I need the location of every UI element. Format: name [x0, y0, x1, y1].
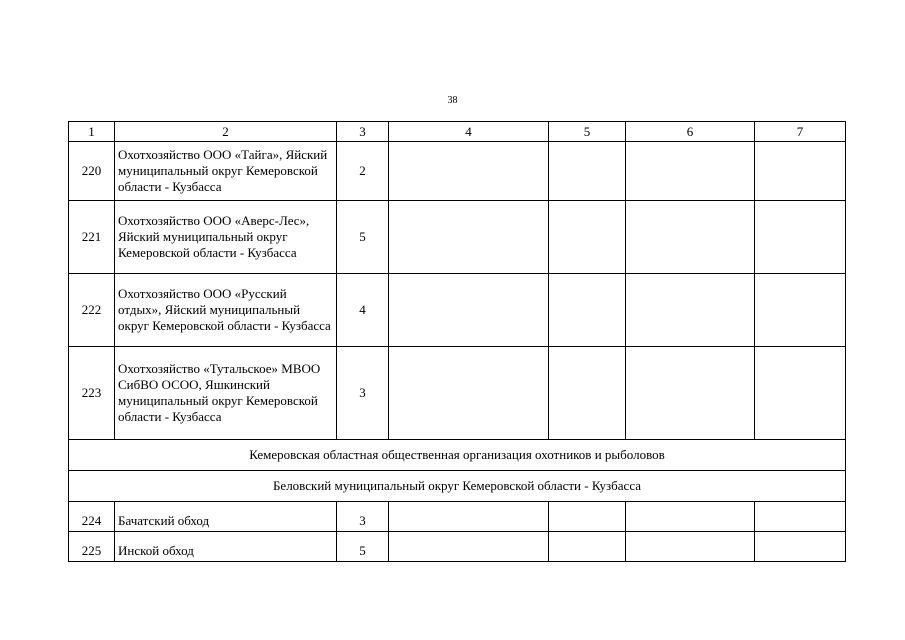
- section-row: [69, 471, 846, 502]
- row-number: 224: [69, 502, 115, 532]
- row-value: 3: [337, 347, 389, 440]
- empty-cell: [626, 274, 755, 347]
- empty-cell: [549, 502, 626, 532]
- empty-cell: [626, 201, 755, 274]
- row-number: 222: [69, 274, 115, 347]
- column-header: 3: [337, 122, 389, 142]
- row-value: 5: [337, 532, 389, 562]
- empty-cell: [755, 532, 846, 562]
- row-name: Охотхозяйство ООО «Тайга», Яйский муниципальный округ Кемеровской области - Кузбасса: [115, 142, 337, 201]
- row-value: 4: [337, 274, 389, 347]
- row-number: 223: [69, 347, 115, 440]
- column-header: 2: [115, 122, 337, 142]
- table-row: [69, 347, 846, 440]
- empty-cell: [389, 201, 549, 274]
- empty-cell: [755, 274, 846, 347]
- empty-cell: [626, 347, 755, 440]
- section-district: Беловский муниципальный округ Кемеровской области - Кузбасса: [69, 471, 846, 502]
- table-row: [69, 142, 846, 201]
- empty-cell: [549, 142, 626, 201]
- empty-cell: [549, 532, 626, 562]
- empty-cell: [626, 532, 755, 562]
- row-name: Инской обход: [115, 532, 337, 562]
- section-row: [69, 440, 846, 471]
- empty-cell: [389, 532, 549, 562]
- empty-cell: [626, 142, 755, 201]
- empty-cell: [549, 274, 626, 347]
- row-value: 2: [337, 142, 389, 201]
- row-name: Охотхозяйство ООО «Русский отдых», Яйский муниципальный округ Кемеровской области - Кузбасса: [115, 274, 337, 347]
- empty-cell: [755, 502, 846, 532]
- column-header: 7: [755, 122, 846, 142]
- empty-cell: [389, 274, 549, 347]
- column-header: 1: [69, 122, 115, 142]
- column-header: 5: [549, 122, 626, 142]
- row-number: 225: [69, 532, 115, 562]
- page-number: 38: [447, 95, 458, 106]
- empty-cell: [549, 201, 626, 274]
- empty-cell: [755, 347, 846, 440]
- column-header: 6: [626, 122, 755, 142]
- table-row: [69, 532, 846, 562]
- header-row: [69, 122, 846, 142]
- row-name: Бачатский обход: [115, 502, 337, 532]
- section-organization: Кемеровская областная общественная организация охотников и рыболовов: [69, 440, 846, 471]
- row-number: 221: [69, 201, 115, 274]
- empty-cell: [549, 347, 626, 440]
- empty-cell: [389, 347, 549, 440]
- data-table: [68, 121, 846, 562]
- empty-cell: [626, 502, 755, 532]
- row-value: 5: [337, 201, 389, 274]
- empty-cell: [389, 142, 549, 201]
- row-name: Охотхозяйство «Тутальское» МВОО СибВО ОСОО, Яшкинский муниципальный округ Кемеровской области - Кузбасса: [115, 347, 337, 440]
- empty-cell: [755, 142, 846, 201]
- row-number: 220: [69, 142, 115, 201]
- table-row: [69, 274, 846, 347]
- table-row: [69, 502, 846, 532]
- table-row: [69, 201, 846, 274]
- row-value: 3: [337, 502, 389, 532]
- empty-cell: [389, 502, 549, 532]
- empty-cell: [755, 201, 846, 274]
- row-name: Охотхозяйство ООО «Аверс-Лес», Яйский муниципальный округ Кемеровской области - Кузбасса: [115, 201, 337, 274]
- column-header: 4: [389, 122, 549, 142]
